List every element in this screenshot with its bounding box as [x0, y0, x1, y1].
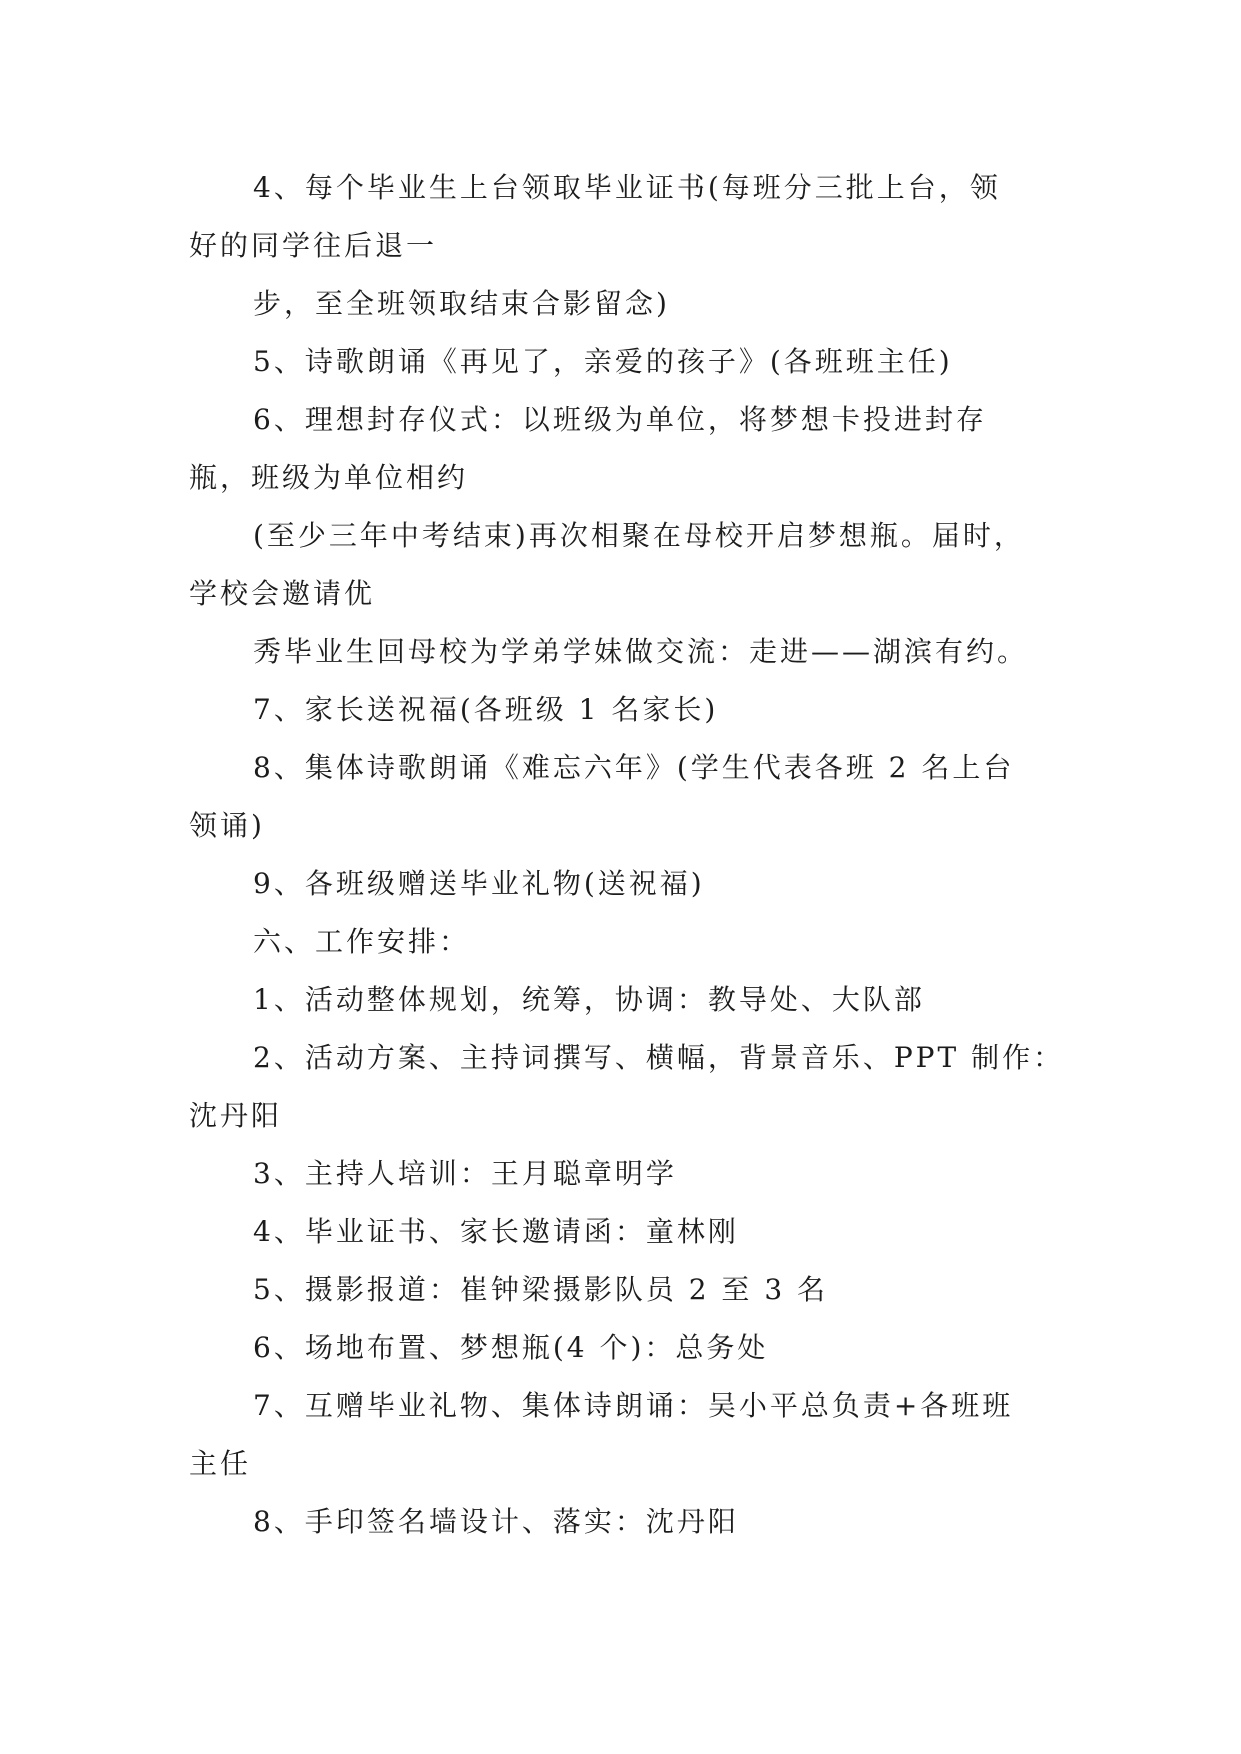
- text-line: 4、每个毕业生上台领取毕业证书(每班分三批上台，领: [253, 171, 1001, 204]
- paragraph-task-5: [189, 1261, 1055, 1319]
- paragraph-reunion: [189, 507, 1055, 623]
- text-line: 3、主持人培训：王月聪章明学: [253, 1157, 677, 1190]
- paragraph-exchange: [189, 623, 1055, 681]
- text-line: 六、工作安排：: [253, 925, 471, 958]
- paragraph-item-5-poem: [189, 333, 1055, 391]
- text-line: 主任: [189, 1447, 252, 1480]
- text-line: 7、家长送祝福(各班级 1 名家长): [253, 693, 719, 726]
- paragraph-task-3: [189, 1145, 1055, 1203]
- text-line: 沈丹阳: [189, 1099, 283, 1132]
- paragraph-item-6-dream-ceremony: [189, 391, 1055, 507]
- paragraph-item-7-parents: [189, 681, 1055, 739]
- paragraph-task-6: [189, 1319, 1055, 1377]
- paragraph-task-2: [189, 1029, 1065, 1145]
- text-line: 7、互赠毕业礼物、集体诗朗诵：吴小平总负责+各班班: [253, 1389, 1014, 1422]
- text-line: 8、集体诗歌朗诵《难忘六年》(学生代表各班 2 名上台: [253, 751, 1015, 784]
- text-line: 2、活动方案、主持词撰写、横幅，背景音乐、PPT 制作：: [253, 1041, 1065, 1074]
- text-line: 学校会邀请优: [189, 577, 376, 610]
- paragraph-group-photo: [189, 275, 1055, 333]
- paragraph-item-9-gifts: [189, 855, 1055, 913]
- paragraph-task-8: [189, 1493, 1055, 1551]
- text-line: 5、诗歌朗诵《再见了，亲爱的孩子》(各班班主任): [253, 345, 953, 378]
- text-line: 1、活动整体规划，统筹，协调：教导处、大队部: [253, 983, 925, 1016]
- paragraph-item-8-group-poem: [189, 739, 1055, 855]
- text-line: 6、场地布置、梦想瓶(4 个)：总务处: [253, 1331, 769, 1364]
- text-line: 4、毕业证书、家长邀请函：童林刚: [253, 1215, 739, 1248]
- paragraph-task-7: [189, 1377, 1055, 1493]
- paragraph-task-4: [189, 1203, 1055, 1261]
- text-line: 瓶，班级为单位相约: [189, 461, 469, 494]
- section-heading-work-arrangement: [189, 913, 1055, 971]
- text-line: 秀毕业生回母校为学弟学妹做交流：走进——湖滨有约。: [253, 635, 1029, 668]
- text-line: 5、摄影报道：崔钟梁摄影队员 2 至 3 名: [253, 1273, 829, 1306]
- paragraph-task-1: [189, 971, 1055, 1029]
- text-line: 8、手印签名墙设计、落实：沈丹阳: [253, 1505, 739, 1538]
- paragraph-item-4-certificate: [189, 159, 1055, 275]
- text-line: (至少三年中考结束)再次相聚在母校开启梦想瓶。届时，: [253, 519, 1025, 552]
- text-line: 领诵): [189, 809, 265, 842]
- document-body: [189, 159, 1065, 1551]
- text-line: 6、理想封存仪式：以班级为单位，将梦想卡投进封存: [253, 403, 987, 436]
- text-line: 步，至全班领取结束合影留念): [253, 287, 670, 320]
- text-line: 9、各班级赠送毕业礼物(送祝福): [253, 867, 705, 900]
- text-line: 好的同学往后退一: [189, 229, 438, 262]
